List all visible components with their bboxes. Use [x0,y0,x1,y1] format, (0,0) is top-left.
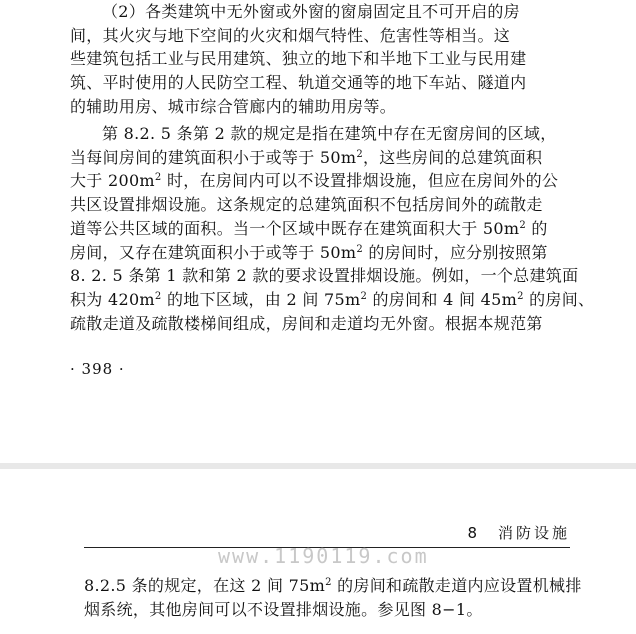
text-line: 烟系统，其他房间可以不设置排烟设施。参见图 8−1。 [84,600,483,619]
superscript: 2 [154,290,162,302]
paragraph-continuation [84,574,582,622]
text-line: 筑、平时使用的人民防空工程、轨道交通等的地下车站、隧道内 [70,73,527,93]
chapter-header: 8 消防设施 [467,524,570,542]
text-line: 共区设置排烟设施。这条规定的总建筑面积不包括房间外的疏散走 [70,195,543,215]
superscript: 2 [360,290,368,302]
text-line: 疏散走道及疏散楼梯间组成，房间和走道均无外窗。根据本规范第 [70,313,543,333]
text-segment: 的房间和疏散走道内应设置机械排 [331,576,582,595]
text-segment: 的房间、 [523,289,595,309]
watermark: www.1190119.com [218,544,429,568]
text-line [84,574,582,598]
text-segment: 的房间和 4 间 45m [367,289,518,309]
paragraph-clause-explanation [70,122,595,335]
text-line [70,288,595,312]
text-line [70,169,562,193]
text-line: 些建筑包括工业与民用建筑、独立的地下和半地下工业与民用建 [70,49,527,69]
text-segment: 的 [526,218,548,238]
text-segment: ，这些房间的总建筑面积 [363,147,543,167]
text-line: 第 8.2. 5 条第 2 款的规定是指在建筑中存在无窗房间的区域， [102,124,557,143]
text-segment: 时，在房间内可以不设置排烟设施，但应在房间外的公 [161,171,559,191]
text-segment: 的房间时，应分别按照第 [363,242,548,262]
text-segment: 房间，又存在建筑面积小于或等于 50m [70,242,357,262]
page-number: · 398 · [70,360,125,378]
text-line [70,241,562,265]
text-segment: 当每间房间的建筑面积小于或等于 50m [70,147,357,167]
text-line: （2）各类建筑中无外窗或外窗的窗扇固定且不可开启的房 [102,2,520,21]
superscript: 2 [154,172,162,184]
paragraph-windowless-rooms [70,0,562,119]
text-line [70,217,562,241]
text-segment: 积为 420m [70,289,155,309]
superscript: 2 [356,148,363,160]
text-line: 8. 2. 5 条第 1 款和第 2 款的要求设置排烟设施。例如，一个总建筑面 [70,266,579,286]
superscript: 2 [325,577,332,588]
text-segment: 的地下区域，由 2 间 75m [161,289,361,309]
text-segment: 8.2.5 条的规定，在这 2 间 75m [84,576,326,595]
text-line: 的辅助用房、城市综合管廊内的辅助用房等。 [70,96,397,116]
superscript: 2 [519,219,526,231]
superscript: 2 [517,290,524,302]
superscript: 2 [356,243,363,255]
text-segment: 大于 200m [70,171,155,191]
text-line [70,146,562,170]
text-line: 间，其火灾与地下空间的火灾和烟气特性、危害性等相当。这 [70,25,511,45]
text-segment: 道等公共区域的面积。当一个区域中既存在建筑面积大于 50m [70,218,520,238]
